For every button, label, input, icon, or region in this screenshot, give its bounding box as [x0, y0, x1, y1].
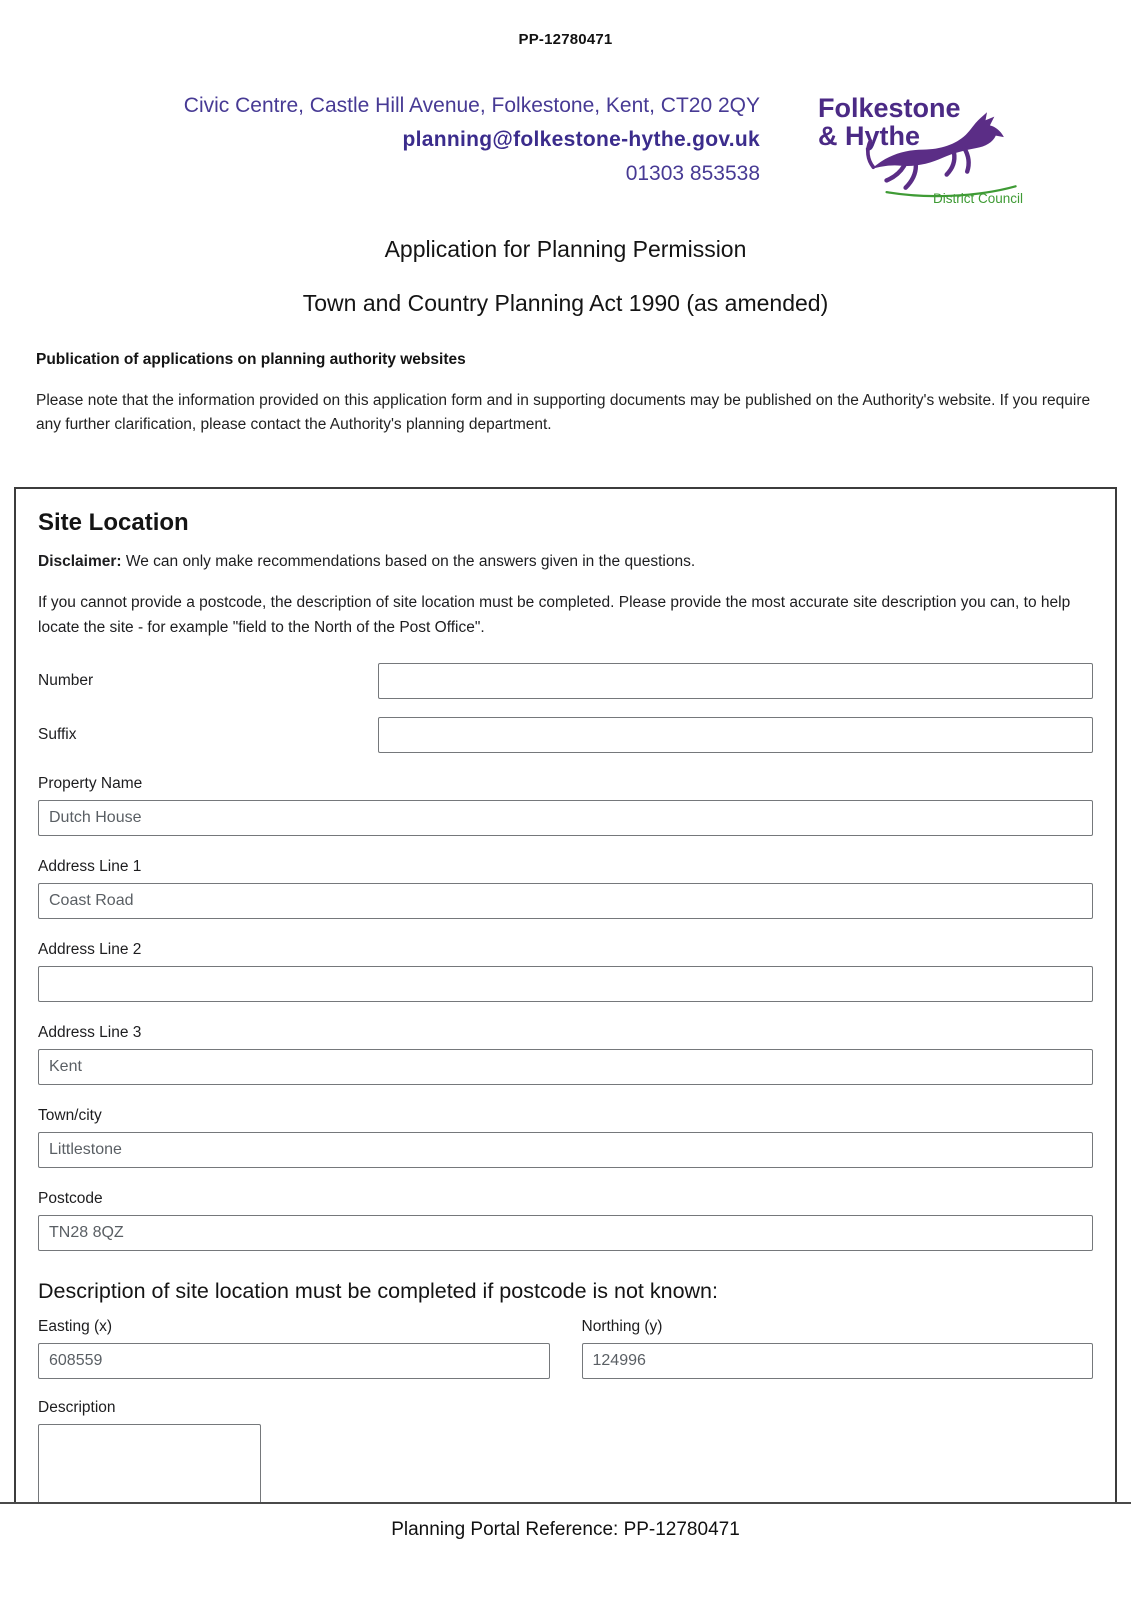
number-label: Number	[38, 671, 94, 689]
suffix-label: Suffix	[38, 725, 77, 743]
disclaimer-label: Disclaimer:	[38, 553, 122, 571]
header	[0, 94, 1131, 206]
address-line-2-input[interactable]	[38, 966, 1093, 1002]
description-label: Description	[38, 1398, 116, 1416]
logo-tagline: District Council	[932, 191, 1023, 206]
council-contact-block	[0, 94, 760, 186]
description-section-heading: Description of site location must be completed if postcode is not known:	[38, 1278, 718, 1303]
form-subtitle: Town and Country Planning Act 1990 (as amended)	[302, 290, 829, 316]
northing-input[interactable]	[582, 1343, 1094, 1379]
property-name-row	[38, 775, 1093, 836]
council-phone: 01303 853538	[625, 162, 760, 185]
northing-label: Northing (y)	[581, 1317, 663, 1335]
postcode-row	[38, 1190, 1093, 1251]
disclaimer-text	[38, 553, 1093, 571]
address-line-2-row	[38, 941, 1093, 1002]
logo-name-line2: & Hythe	[818, 121, 921, 152]
form-reference: PP-12780471	[518, 31, 613, 48]
number-row	[38, 663, 1093, 699]
coordinates-row	[38, 1318, 1093, 1379]
town-city-input[interactable]	[38, 1132, 1093, 1168]
description-row	[38, 1399, 1093, 1502]
council-email: planning@folkestone-hythe.gov.uk	[402, 128, 760, 151]
number-input[interactable]	[378, 663, 1093, 699]
town-city-label: Town/city	[38, 1106, 102, 1124]
northing-field	[582, 1318, 1094, 1379]
publication-heading: Publication of applications on planning authority websites	[36, 351, 466, 368]
easting-input[interactable]	[38, 1343, 550, 1379]
suffix-row	[38, 717, 1093, 753]
footer-divider	[0, 1502, 1131, 1504]
town-city-row	[38, 1107, 1093, 1168]
postcode-input[interactable]	[38, 1215, 1093, 1251]
address-line-1-input[interactable]	[38, 883, 1093, 919]
footer-reference: Planning Portal Reference: PP-12780471	[391, 1519, 740, 1541]
easting-label: Easting (x)	[38, 1317, 113, 1335]
form-title: Application for Planning Permission	[384, 236, 747, 262]
address-line-3-row	[38, 1024, 1093, 1085]
address-line-1-row	[38, 858, 1093, 919]
address-line-3-label: Address Line 3	[38, 1023, 142, 1041]
invicta-horse-icon	[859, 110, 1027, 198]
publication-body: Please note that the information provided on this application form and in supporting documents may be published on the Authority's website. If you require any further clarification, please contact the Authority's planning department.	[36, 392, 1091, 434]
address-line-3-input[interactable]	[38, 1049, 1093, 1085]
postcode-label: Postcode	[38, 1189, 103, 1207]
council-logo	[818, 94, 1023, 206]
council-address: Civic Centre, Castle Hill Avenue, Folkestone, Kent, CT20 2QY	[183, 94, 760, 117]
description-input[interactable]	[38, 1424, 261, 1502]
suffix-input[interactable]	[378, 717, 1093, 753]
address-line-1-label: Address Line 1	[38, 857, 142, 875]
logo-name-line1: Folkestone	[818, 93, 961, 123]
property-name-input[interactable]	[38, 800, 1093, 836]
site-location-section	[14, 487, 1117, 1502]
property-name-label: Property Name	[38, 774, 143, 792]
disclaimer-body: We can only make recommendations based on the answers given in the questions.	[125, 553, 696, 571]
address-line-2-label: Address Line 2	[38, 940, 142, 958]
site-location-heading: Site Location	[38, 509, 189, 537]
site-location-intro: If you cannot provide a postcode, the description of site location must be completed. Please provide the most accurate site description you can, to help locate the site - for example "field to the North of the Post Office".	[38, 594, 1071, 636]
easting-field	[38, 1318, 550, 1379]
